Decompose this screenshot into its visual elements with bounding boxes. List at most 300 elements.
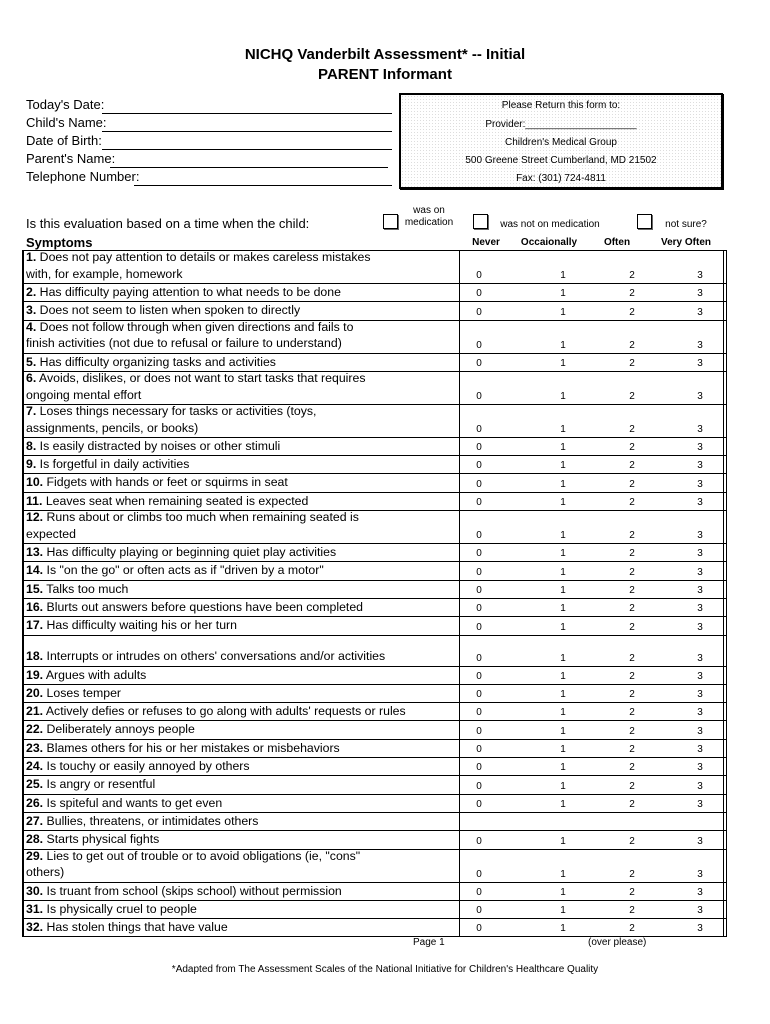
rating-option-0[interactable]: 0 (476, 868, 482, 880)
rating-option-1[interactable]: 1 (560, 566, 566, 578)
rating-option-3[interactable]: 3 (697, 566, 703, 578)
provider-line: Provider:____________________ (485, 119, 637, 130)
rating-box[interactable] (459, 684, 727, 703)
symptom-text-line1 (26, 284, 341, 300)
rating-option-2[interactable]: 2 (629, 744, 635, 756)
rating-option-0[interactable]: 0 (476, 548, 482, 560)
symptom-text-line1 (26, 617, 237, 633)
rating-option-0[interactable]: 0 (476, 798, 482, 810)
symptom-row (24, 284, 723, 302)
rating-option-3[interactable]: 3 (697, 905, 703, 917)
symptom-description: Starts physical fights (43, 832, 160, 847)
rating-box[interactable] (459, 900, 727, 919)
rating-box[interactable] (459, 404, 727, 438)
rating-option-0[interactable]: 0 (476, 886, 482, 898)
symptom-text (26, 740, 340, 756)
symptom-description: Does not seem to listen when spoken to directly (36, 303, 301, 318)
rating-box[interactable] (459, 882, 727, 901)
date-of-birth-line (102, 149, 392, 150)
symptom-row (24, 685, 723, 703)
rating-option-3[interactable]: 3 (697, 886, 703, 898)
rating-box[interactable] (459, 437, 727, 456)
rating-option-1[interactable]: 1 (560, 460, 566, 472)
symptom-text-line1 (26, 703, 406, 719)
rating-option-1[interactable]: 1 (560, 798, 566, 810)
rating-option-0[interactable]: 0 (476, 270, 482, 281)
symptom-text-line1 (26, 544, 336, 560)
rating-option-0[interactable]: 0 (476, 835, 482, 847)
symptom-number: 12. (26, 510, 44, 525)
symptom-text (26, 919, 228, 935)
not-sure-checkbox[interactable] (637, 214, 652, 229)
symptom-text (26, 795, 222, 811)
rating-option-2[interactable]: 2 (629, 603, 635, 615)
symptom-row (24, 456, 723, 474)
rating-option-3[interactable]: 3 (697, 603, 703, 615)
rating-option-3[interactable]: 3 (697, 835, 703, 847)
symptom-text-line1 (26, 599, 363, 615)
symptom-number: 5. (26, 354, 37, 369)
symptom-text (26, 544, 336, 560)
rating-option-1[interactable]: 1 (560, 780, 566, 792)
symptom-text-line1 (26, 883, 342, 899)
symptom-row (24, 493, 723, 511)
rating-option-0[interactable]: 0 (476, 390, 482, 402)
rating-option-1[interactable]: 1 (560, 442, 566, 454)
rating-box[interactable] (459, 849, 727, 883)
very-often-heading: Very Often (660, 237, 712, 248)
rating-option-2[interactable]: 2 (629, 780, 635, 792)
rating-option-0[interactable]: 0 (476, 530, 482, 542)
rating-option-2[interactable]: 2 (629, 270, 635, 281)
symptom-number: 3. (26, 303, 37, 318)
rating-option-2[interactable]: 2 (629, 530, 635, 542)
rating-option-3[interactable]: 3 (697, 306, 703, 318)
rating-option-0[interactable]: 0 (476, 288, 482, 300)
rating-option-3[interactable]: 3 (697, 707, 703, 719)
symptom-number: 21. (26, 704, 44, 719)
rating-option-2[interactable]: 2 (629, 288, 635, 300)
rating-option-3[interactable]: 3 (697, 478, 703, 490)
symptom-row (24, 562, 723, 580)
symptom-description: Has difficulty organizing tasks and activities (36, 354, 276, 369)
rating-box[interactable] (459, 918, 727, 937)
not-on-medication-checkbox[interactable] (473, 214, 488, 229)
rating-option-2[interactable]: 2 (629, 621, 635, 633)
symptom-description: Is angry or resentful (43, 777, 156, 792)
rating-option-3[interactable]: 3 (697, 923, 703, 935)
rating-option-2[interactable]: 2 (629, 886, 635, 898)
form-title: NICHQ Vanderbilt Assessment* -- Initial (244, 46, 526, 63)
symptom-number: 29. (26, 848, 44, 863)
rating-option-1[interactable]: 1 (560, 725, 566, 737)
symptom-text (26, 249, 371, 282)
symptom-text (26, 474, 288, 490)
rating-option-0[interactable]: 0 (476, 339, 482, 351)
rating-option-1[interactable]: 1 (560, 670, 566, 682)
rating-box[interactable] (459, 371, 727, 405)
rating-box[interactable] (459, 510, 727, 544)
childs-name-line (102, 131, 392, 132)
rating-option-3[interactable]: 3 (697, 689, 703, 701)
rating-box[interactable] (459, 757, 727, 776)
rating-option-3[interactable]: 3 (697, 652, 703, 664)
symptom-row (24, 251, 723, 284)
rating-box[interactable] (459, 455, 727, 474)
rating-option-3[interactable]: 3 (697, 621, 703, 633)
rating-option-1[interactable]: 1 (560, 868, 566, 880)
symptom-description: Runs about or climbs too much when remaining seated is (43, 510, 359, 525)
symptom-description: Blames others for his or her mistakes or misbehaviors (43, 740, 340, 755)
over-please: (over please) (588, 937, 647, 948)
rating-option-3[interactable]: 3 (697, 460, 703, 472)
rating-box[interactable] (459, 561, 727, 580)
symptom-number: 24. (26, 759, 44, 774)
rating-option-0[interactable]: 0 (476, 584, 482, 596)
parents-name-field[interactable] (26, 151, 115, 168)
rating-option-1[interactable]: 1 (560, 478, 566, 490)
rating-box[interactable] (459, 635, 727, 667)
rating-option-0[interactable]: 0 (476, 357, 482, 369)
rating-option-0[interactable]: 0 (476, 566, 482, 578)
rating-option-0[interactable]: 0 (476, 725, 482, 737)
symptom-text (26, 284, 341, 300)
symptom-text (26, 493, 308, 509)
occasionally-heading: Occaionally (520, 237, 578, 248)
symptom-text-line1 (26, 509, 359, 525)
rating-option-3[interactable]: 3 (697, 423, 703, 435)
rating-box[interactable] (459, 666, 727, 685)
rating-box[interactable] (459, 775, 727, 794)
symptom-row (24, 511, 723, 544)
rating-option-2[interactable]: 2 (629, 725, 635, 737)
rating-option-3[interactable]: 3 (697, 339, 703, 351)
rating-option-2[interactable]: 2 (629, 762, 635, 774)
symptom-number: 25. (26, 777, 44, 792)
telephone-label: Telephone Number: (26, 169, 140, 184)
symptom-description: Argues with adults (43, 667, 147, 682)
symptom-text-line2: ongoing mental effort (26, 387, 142, 402)
symptom-description: Is truant from school (skips school) without permission (43, 883, 342, 898)
symptom-row (24, 302, 723, 320)
symptom-text-line1 (26, 354, 276, 370)
rating-option-0[interactable]: 0 (476, 652, 482, 664)
rating-option-3[interactable]: 3 (697, 798, 703, 810)
rating-option-3[interactable]: 3 (697, 390, 703, 402)
symptom-text-line1 (26, 474, 288, 490)
symptom-text-line1 (26, 758, 250, 774)
rating-option-0[interactable]: 0 (476, 744, 482, 756)
symptom-text-line1 (26, 685, 121, 701)
rating-option-2[interactable]: 2 (629, 306, 635, 318)
rating-box[interactable] (459, 473, 727, 492)
rating-option-1[interactable]: 1 (560, 584, 566, 596)
symptom-text-line1 (26, 581, 128, 597)
symptom-row (24, 758, 723, 776)
often-heading: Often (603, 237, 631, 248)
rating-option-0[interactable]: 0 (476, 603, 482, 615)
symptom-row (24, 321, 723, 354)
rating-option-1[interactable]: 1 (560, 762, 566, 774)
rating-option-0[interactable]: 0 (476, 689, 482, 701)
rating-option-1[interactable]: 1 (560, 744, 566, 756)
telephone-line (134, 185, 392, 186)
rating-option-3[interactable]: 3 (697, 780, 703, 792)
symptom-text-line1 (26, 848, 360, 864)
symptom-text (26, 456, 189, 472)
rating-option-2[interactable]: 2 (629, 423, 635, 435)
telephone-field[interactable] (26, 169, 139, 186)
rating-option-2[interactable]: 2 (629, 357, 635, 369)
rating-option-2[interactable]: 2 (629, 390, 635, 402)
rating-option-1[interactable]: 1 (560, 905, 566, 917)
symptom-description: Loses temper (43, 685, 122, 700)
symptom-row (24, 405, 723, 438)
page-number: Page 1 (413, 937, 445, 948)
symptom-description: Does not pay attention to details or makes careless mistakes (36, 250, 371, 265)
rating-option-2[interactable]: 2 (629, 670, 635, 682)
symptom-number: 26. (26, 795, 44, 810)
symptom-text-line1 (26, 319, 353, 335)
rating-option-3[interactable]: 3 (697, 497, 703, 509)
rating-option-0[interactable]: 0 (476, 670, 482, 682)
symptom-text (26, 599, 363, 615)
symptom-description: Is easily distracted by noises or other stimuli (36, 438, 281, 453)
rating-box[interactable] (459, 739, 727, 758)
symptom-text-line1 (26, 456, 189, 472)
rating-option-1[interactable]: 1 (560, 339, 566, 351)
symptom-description: Blurts out answers before questions have been completed (43, 599, 364, 614)
rating-option-3[interactable]: 3 (697, 744, 703, 756)
symptom-description: Leaves seat when remaining seated is expected (42, 493, 309, 508)
rating-box[interactable] (459, 794, 727, 813)
symptom-row (24, 883, 723, 901)
rating-box[interactable] (459, 598, 727, 617)
rating-option-1[interactable]: 1 (560, 530, 566, 542)
rating-box[interactable] (459, 830, 727, 849)
rating-option-3[interactable]: 3 (697, 442, 703, 454)
symptom-description: Has difficulty waiting his or her turn (43, 618, 237, 633)
symptom-text-line1 (26, 919, 228, 935)
rating-option-3[interactable]: 3 (697, 725, 703, 737)
symptom-description: Is "on the go" or often acts as if "driven by a motor" (43, 563, 324, 578)
rating-box[interactable] (459, 720, 727, 739)
rating-option-3[interactable]: 3 (697, 270, 703, 281)
symptom-text-line1 (26, 302, 300, 318)
date-of-birth-label: Date of Birth: (26, 133, 102, 148)
rating-option-2[interactable]: 2 (629, 584, 635, 596)
rating-option-0[interactable]: 0 (476, 780, 482, 792)
rating-option-2[interactable]: 2 (629, 868, 635, 880)
rating-option-2[interactable]: 2 (629, 566, 635, 578)
todays-date-label: Today's Date: (26, 97, 105, 112)
rating-option-2[interactable]: 2 (629, 905, 635, 917)
symptom-text (26, 776, 155, 792)
rating-option-1[interactable]: 1 (560, 497, 566, 509)
rating-option-0[interactable]: 0 (476, 306, 482, 318)
on-medication-label-line1: was on (413, 205, 445, 216)
symptom-text-line1 (26, 795, 222, 811)
rating-option-0[interactable]: 0 (476, 621, 482, 633)
rating-option-3[interactable]: 3 (697, 357, 703, 369)
symptom-text-line2: with, for example, homework (26, 266, 183, 281)
rating-box[interactable] (459, 812, 727, 831)
symptom-description: Bullies, threatens, or intimidates others (43, 813, 259, 828)
symptom-row (24, 703, 723, 721)
symptom-text (26, 302, 300, 318)
rating-option-2[interactable]: 2 (629, 923, 635, 935)
rating-option-2[interactable]: 2 (629, 478, 635, 490)
symptom-number: 4. (26, 320, 37, 334)
symptom-text (26, 703, 406, 719)
rating-option-1[interactable]: 1 (560, 270, 566, 281)
rating-option-0[interactable]: 0 (476, 905, 482, 917)
symptom-number: 20. (26, 685, 44, 700)
symptom-row (24, 721, 723, 739)
rating-box[interactable] (459, 492, 727, 511)
rating-option-1[interactable]: 1 (560, 390, 566, 402)
not-sure-label: not sure? (665, 219, 707, 230)
rating-option-2[interactable]: 2 (629, 460, 635, 472)
rating-option-2[interactable]: 2 (629, 497, 635, 509)
todays-date-field[interactable] (26, 97, 104, 114)
symptom-row (24, 636, 723, 667)
rating-box[interactable] (459, 283, 727, 302)
symptom-text-line1 (26, 831, 159, 847)
rating-option-2[interactable]: 2 (629, 548, 635, 560)
rating-box[interactable] (459, 250, 727, 284)
return-address-box (399, 93, 723, 189)
symptom-number: 8. (26, 438, 37, 453)
rating-option-2[interactable]: 2 (629, 652, 635, 664)
rating-option-3[interactable]: 3 (697, 530, 703, 542)
rating-box[interactable] (459, 353, 727, 372)
symptom-number: 27. (26, 813, 44, 828)
symptom-row (24, 667, 723, 685)
symptom-text-line1 (26, 370, 365, 386)
rating-option-1[interactable]: 1 (560, 886, 566, 898)
symptom-text (26, 562, 324, 578)
source-note: *Adapted from The Assessment Scales of the National Initiative for Children's Healthcare Quality (171, 964, 599, 975)
symptom-text (26, 370, 365, 403)
rating-option-0[interactable]: 0 (476, 923, 482, 935)
rating-option-1[interactable]: 1 (560, 357, 566, 369)
rating-box[interactable] (459, 580, 727, 599)
symptom-description: Fidgets with hands or feet or squirms in seat (43, 475, 288, 490)
symptom-row (24, 544, 723, 562)
symptom-text-line1 (26, 721, 195, 737)
rating-option-3[interactable]: 3 (697, 288, 703, 300)
on-medication-label-line2: medication (404, 217, 454, 228)
symptom-text-line1 (26, 740, 340, 756)
symptom-text (26, 581, 128, 597)
rating-option-0[interactable]: 0 (476, 762, 482, 774)
rating-option-1[interactable]: 1 (560, 835, 566, 847)
childs-name-field[interactable] (26, 115, 107, 132)
date-of-birth-field[interactable] (26, 133, 102, 150)
rating-option-1[interactable]: 1 (560, 923, 566, 935)
symptom-number: 22. (26, 722, 44, 737)
rating-option-0[interactable]: 0 (476, 497, 482, 509)
rating-option-0[interactable]: 0 (476, 707, 482, 719)
rating-option-1[interactable]: 1 (560, 306, 566, 318)
rating-option-3[interactable]: 3 (697, 762, 703, 774)
street-address: 500 Greene Street Cumberland, MD 21502 (465, 155, 657, 166)
symptom-number: 15. (26, 581, 44, 596)
rating-option-2[interactable]: 2 (629, 442, 635, 454)
rating-option-1[interactable]: 1 (560, 548, 566, 560)
rating-box[interactable] (459, 301, 727, 320)
childs-name-label: Child's Name: (26, 115, 107, 130)
rating-option-1[interactable]: 1 (560, 689, 566, 701)
rating-option-2[interactable]: 2 (629, 798, 635, 810)
symptom-number: 1. (26, 250, 37, 265)
rating-option-1[interactable]: 1 (560, 423, 566, 435)
symptom-text (26, 667, 146, 683)
rating-option-1[interactable]: 1 (560, 652, 566, 664)
symptom-text-line1 (26, 403, 316, 419)
symptom-number: 13. (26, 545, 44, 560)
rating-box[interactable] (459, 543, 727, 562)
rating-option-0[interactable]: 0 (476, 423, 482, 435)
symptom-number: 30. (26, 883, 44, 898)
rating-option-3[interactable]: 3 (697, 670, 703, 682)
rating-option-2[interactable]: 2 (629, 707, 635, 719)
fax-number: Fax: (301) 724-4811 (516, 173, 606, 184)
rating-option-1[interactable]: 1 (560, 621, 566, 633)
rating-option-1[interactable]: 1 (560, 603, 566, 615)
symptom-text (26, 438, 280, 454)
rating-box[interactable] (459, 702, 727, 721)
rating-option-0[interactable]: 0 (476, 442, 482, 454)
rating-option-1[interactable]: 1 (560, 707, 566, 719)
rating-option-2[interactable]: 2 (629, 689, 635, 701)
symptom-text-line1 (26, 667, 146, 683)
parents-name-line (110, 167, 388, 168)
rating-box[interactable] (459, 320, 727, 354)
on-medication-checkbox[interactable] (383, 214, 398, 229)
symptom-text-line1 (26, 249, 371, 265)
symptom-row (24, 354, 723, 372)
symptom-number: 19. (26, 667, 44, 682)
symptom-row (24, 372, 723, 405)
rating-option-1[interactable]: 1 (560, 288, 566, 300)
symptom-description: Deliberately annoys people (43, 722, 195, 737)
symptom-text-line2: expected (26, 526, 76, 541)
on-medication-label (398, 205, 460, 229)
symptom-text (26, 648, 385, 664)
rating-box[interactable] (459, 616, 727, 635)
symptom-text (26, 509, 359, 542)
not-on-medication-label: was not on medication (500, 219, 600, 230)
symptom-text-line1 (26, 438, 280, 454)
symptom-text (26, 319, 353, 352)
rating-option-3[interactable]: 3 (697, 548, 703, 560)
rating-option-2[interactable]: 2 (629, 835, 635, 847)
symptom-text-line1 (26, 813, 258, 829)
rating-option-0[interactable]: 0 (476, 478, 482, 490)
rating-option-0[interactable]: 0 (476, 460, 482, 472)
rating-option-3[interactable]: 3 (697, 584, 703, 596)
rating-option-2[interactable]: 2 (629, 339, 635, 351)
medication-question: Is this evaluation based on a time when the child: (26, 216, 310, 231)
symptom-text (26, 758, 250, 774)
symptom-text (26, 901, 197, 917)
symptom-text (26, 831, 159, 847)
rating-option-3[interactable]: 3 (697, 868, 703, 880)
symptom-number: 31. (26, 901, 44, 916)
symptom-description: Has difficulty playing or beginning quiet play activities (43, 545, 337, 560)
